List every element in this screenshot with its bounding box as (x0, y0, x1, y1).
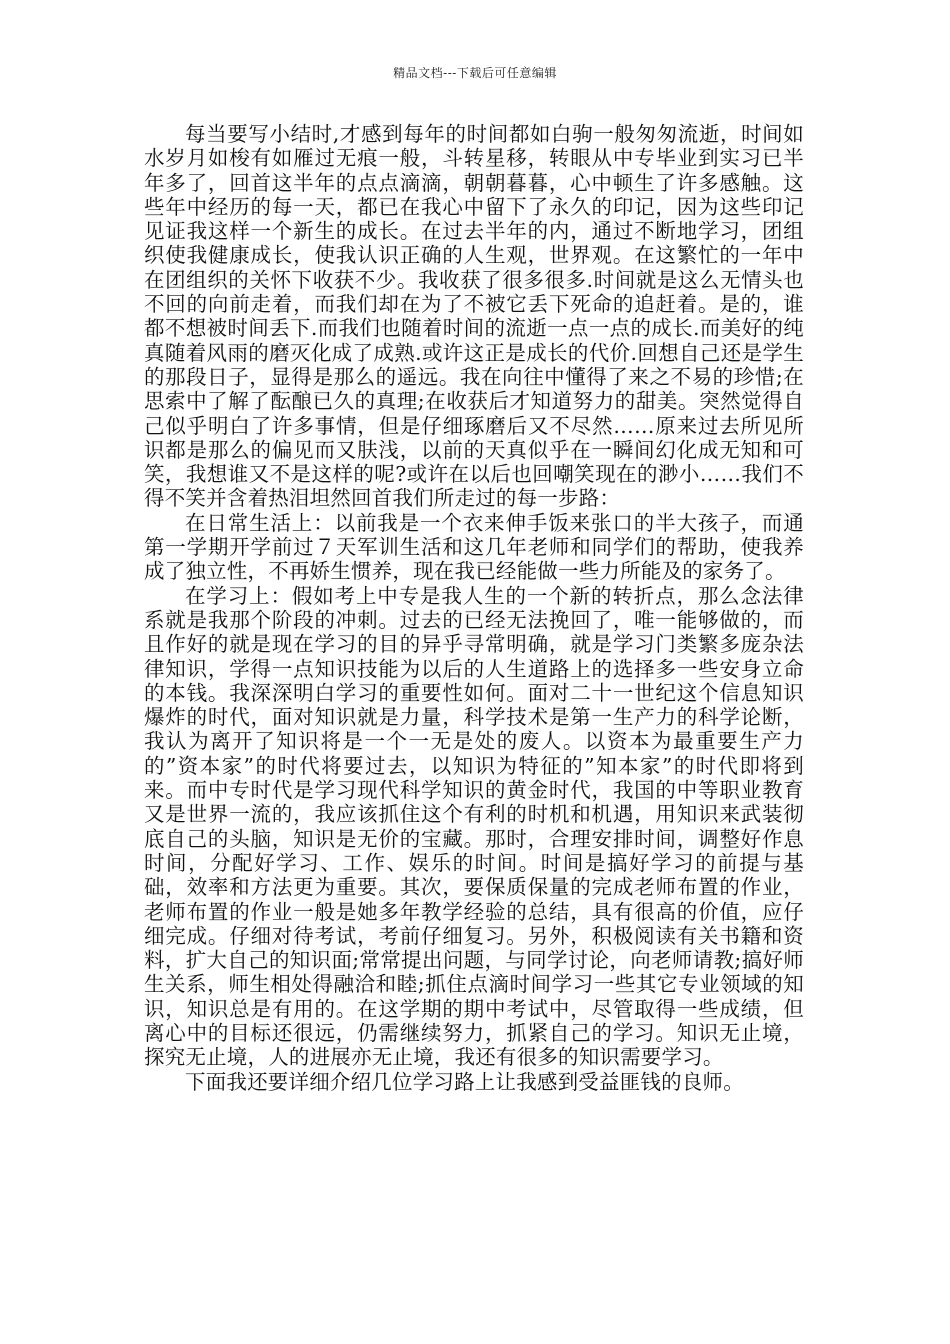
page-header: 精品文档---下载后可任意编辑 (393, 66, 557, 80)
paragraph-daily-life: 在日常生活上：以前我是一个衣来伸手饭来张口的半大孩子，而通第一学期开学前过７天军训生活和这几年老师和同学们的帮助，使我养成了独立性，不再娇生惯养，现在我已经能做一些力所能及的家务了。 (144, 510, 804, 584)
document-body (144, 122, 804, 1094)
paragraph-intro: 每当要写小结时,才感到每年的时间都如白驹一般匆匆流逝，时间如水岁月如梭有如雁过无痕一般，斗转星移，转眼从中专毕业到实习已半年多了，回首这半年的点点滴滴，朝朝暮暮，心中顿生了许多感触。这些年中经历的每一天，都已在我心中留下了永久的印记，因为这些印记见证我这样一个新生的成长。在过去半年的内，通过不断地学习，团组织使我健康成长，使我认识正确的人生观，世界观。在这繁忙的一年中在团组织的关怀下收获不少。我收获了很多很多.时间就是这么无情头也不回的向前走着，而我们却在为了不被它丢下死命的追赶着。是的，谁都不想被时间丢下.而我们也随着时间的流逝一点一点的成长.而美好的纯真随着风雨的磨灭化成了成熟.或许这正是成长的代价.回想自己还是学生的那段日子，显得是那么的遥远。我在向往中懂得了来之不易的珍惜;在思索中了解了酝酿已久的真理;在收获后才知道努力的甜美。突然觉得自己似乎明白了许多事情，但是仔细琢磨后又不尽然……原来过去所见所识都是那么的偏见而又肤浅，以前的天真似乎在一瞬间幻化成无知和可笑，我想谁又不是这样的呢?或许在以后也回嘲笑现在的渺小……我们不得不笑并含着热泪坦然回首我们所走过的每一步路： (144, 122, 804, 511)
paragraph-study: 在学习上：假如考上中专是我人生的一个新的转折点，那么念法律系就是我那个阶段的冲刺。过去的已经无法挽回了，唯一能够做的，而且作好的就是现在学习的目的异乎寻常明确，就是学习门类繁多庞杂法律知识，学得一点知识技能为以后的人生道路上的选择多一些安身立命的本钱。我深深明白学习的重要性如何。面对二十一世纪这个信息知识爆炸的时代，面对知识就是力量，科学技术是第一生产力的科学论断，我认为离开了知识将是一个一无是处的废人。以资本为最重要生产力的”资本家”的时代将要过去，以知识为特征的”知本家”的时代即将到来。而中专时代是学习现代科学知识的黄金时代，我国的中等职业教育又是世界一流的，我应该抓住这个有利的时机和机遇，用知识来武装彻底自己的头脑，知识是无价的宝藏。那时，合理安排时间，调整好作息时间，分配好学习、工作、娱乐的时间。时间是搞好学习的前提与基础，效率和方法更为重要。其次，要保质保量的完成老师布置的作业，老师布置的作业一般是她多年教学经验的总结，具有很高的价值，应仔细完成。仔细对待考试，考前仔细复习。另外，积极阅读有关书籍和资料，扩大自己的知识面;常常提出问题，与同学讨论，向老师请教;搞好师生关系，师生相处得融洽和睦;抓住点滴时间学习一些其它专业领域的知识，知识总是有用的。在这学期的期中考试中，尽管取得一些成绩，但离心中的目标还很远，仍需继续努力，抓紧自己的学习。知识无止境，探究无止境，人的进展亦无止境，我还有很多的知识需要学习。 (144, 583, 804, 1070)
paragraph-teachers: 下面我还要详细介绍几位学习路上让我感到受益匪钱的良师。 (185, 1069, 744, 1094)
